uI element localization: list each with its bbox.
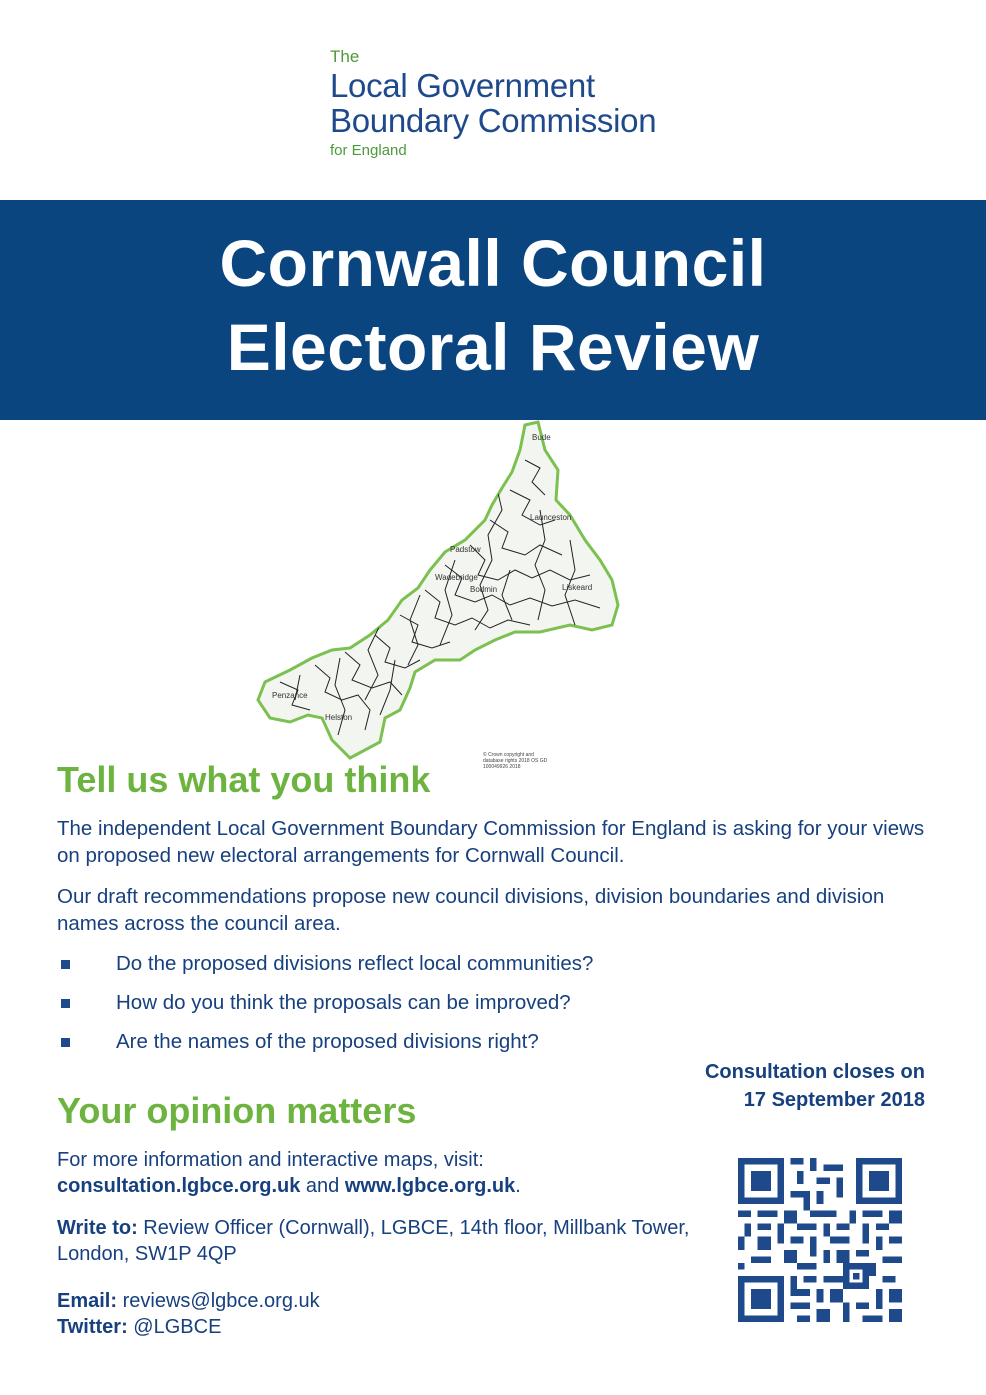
more-info-block: [57, 1147, 747, 1199]
cornwall-map: [240, 420, 630, 780]
question-text: How do you think the proposals can be improved?: [116, 991, 571, 1014]
question-text: Do the proposed divisions reflect local communities?: [116, 952, 594, 975]
heading-tell-us: Tell us what you think: [57, 759, 431, 800]
twitter-handle[interactable]: @LGBCE: [133, 1316, 222, 1338]
lgbce-website-link[interactable]: www.lgbce.org.uk: [344, 1175, 516, 1197]
question-text: Are the names of the proposed divisions right?: [116, 1030, 539, 1053]
write-to-block: [57, 1215, 747, 1267]
more-info-text: For more information and interactive maps, visit:: [57, 1149, 484, 1171]
contact-block: [57, 1288, 747, 1340]
map-label-helston: Helston: [325, 713, 353, 722]
map-copyright: © Crown copyright and database rights 2018 OS GD 100049926 2018: [483, 752, 548, 770]
list-item: [57, 1028, 757, 1055]
map-label-liskeard: Liskeard: [562, 583, 593, 592]
bullet-square-icon: [61, 999, 70, 1008]
and-text: and: [305, 1175, 340, 1197]
logo-for-england: for England: [330, 142, 407, 159]
heading-your-opinion: Your opinion matters: [57, 1090, 417, 1131]
logo-line-1: Local Government: [330, 67, 595, 104]
draft-paragraph: Our draft recommendations propose new council divisions, division boundaries and division names across the council area.: [57, 885, 885, 935]
map-label-launceston: Launceston: [530, 513, 572, 522]
consultation-link[interactable]: consultation.lgbce.org.uk: [57, 1175, 301, 1197]
intro-paragraph: The independent Local Government Boundary Commission for England is asking for your views on proposed new electoral arrangements for Cornwall Council.: [57, 817, 925, 867]
closes-line-2: 17 September 2018: [743, 1089, 925, 1111]
bullet-square-icon: [61, 960, 70, 969]
page-title-line-2: Electoral Review: [226, 310, 760, 384]
closes-line-1: Consultation closes on: [704, 1061, 925, 1083]
lgbce-logo: [330, 48, 656, 158]
postal-address: Review Officer (Cornwall), LGBCE, 14th floor, Millbank Tower, London, SW1P 4QP: [57, 1217, 690, 1265]
email-label: Email:: [57, 1290, 118, 1312]
logo-line-2: Boundary Commission: [330, 102, 657, 139]
list-item: [57, 989, 757, 1016]
consultation-closing-date: [705, 1058, 925, 1114]
map-label-bude: Bude: [532, 433, 551, 442]
email-link[interactable]: reviews@lgbce.org.uk: [122, 1290, 320, 1312]
page-title-line-1: Cornwall Council: [219, 226, 767, 300]
map-label-penzance: Penzance: [272, 691, 308, 700]
map-label-bodmin: Bodmin: [470, 585, 498, 594]
list-item: [57, 950, 757, 977]
map-label-padstow: Padstow: [450, 545, 481, 554]
twitter-label: Twitter:: [57, 1316, 128, 1338]
logo-the: The: [330, 47, 360, 66]
period-text: .: [515, 1175, 521, 1197]
title-banner: [0, 200, 986, 420]
question-list: [57, 950, 757, 1067]
qr-code-icon[interactable]: [738, 1158, 902, 1322]
map-label-wadebridge: Wadebridge: [435, 573, 478, 582]
write-to-label: Write to:: [57, 1217, 138, 1239]
bullet-square-icon: [61, 1038, 70, 1047]
